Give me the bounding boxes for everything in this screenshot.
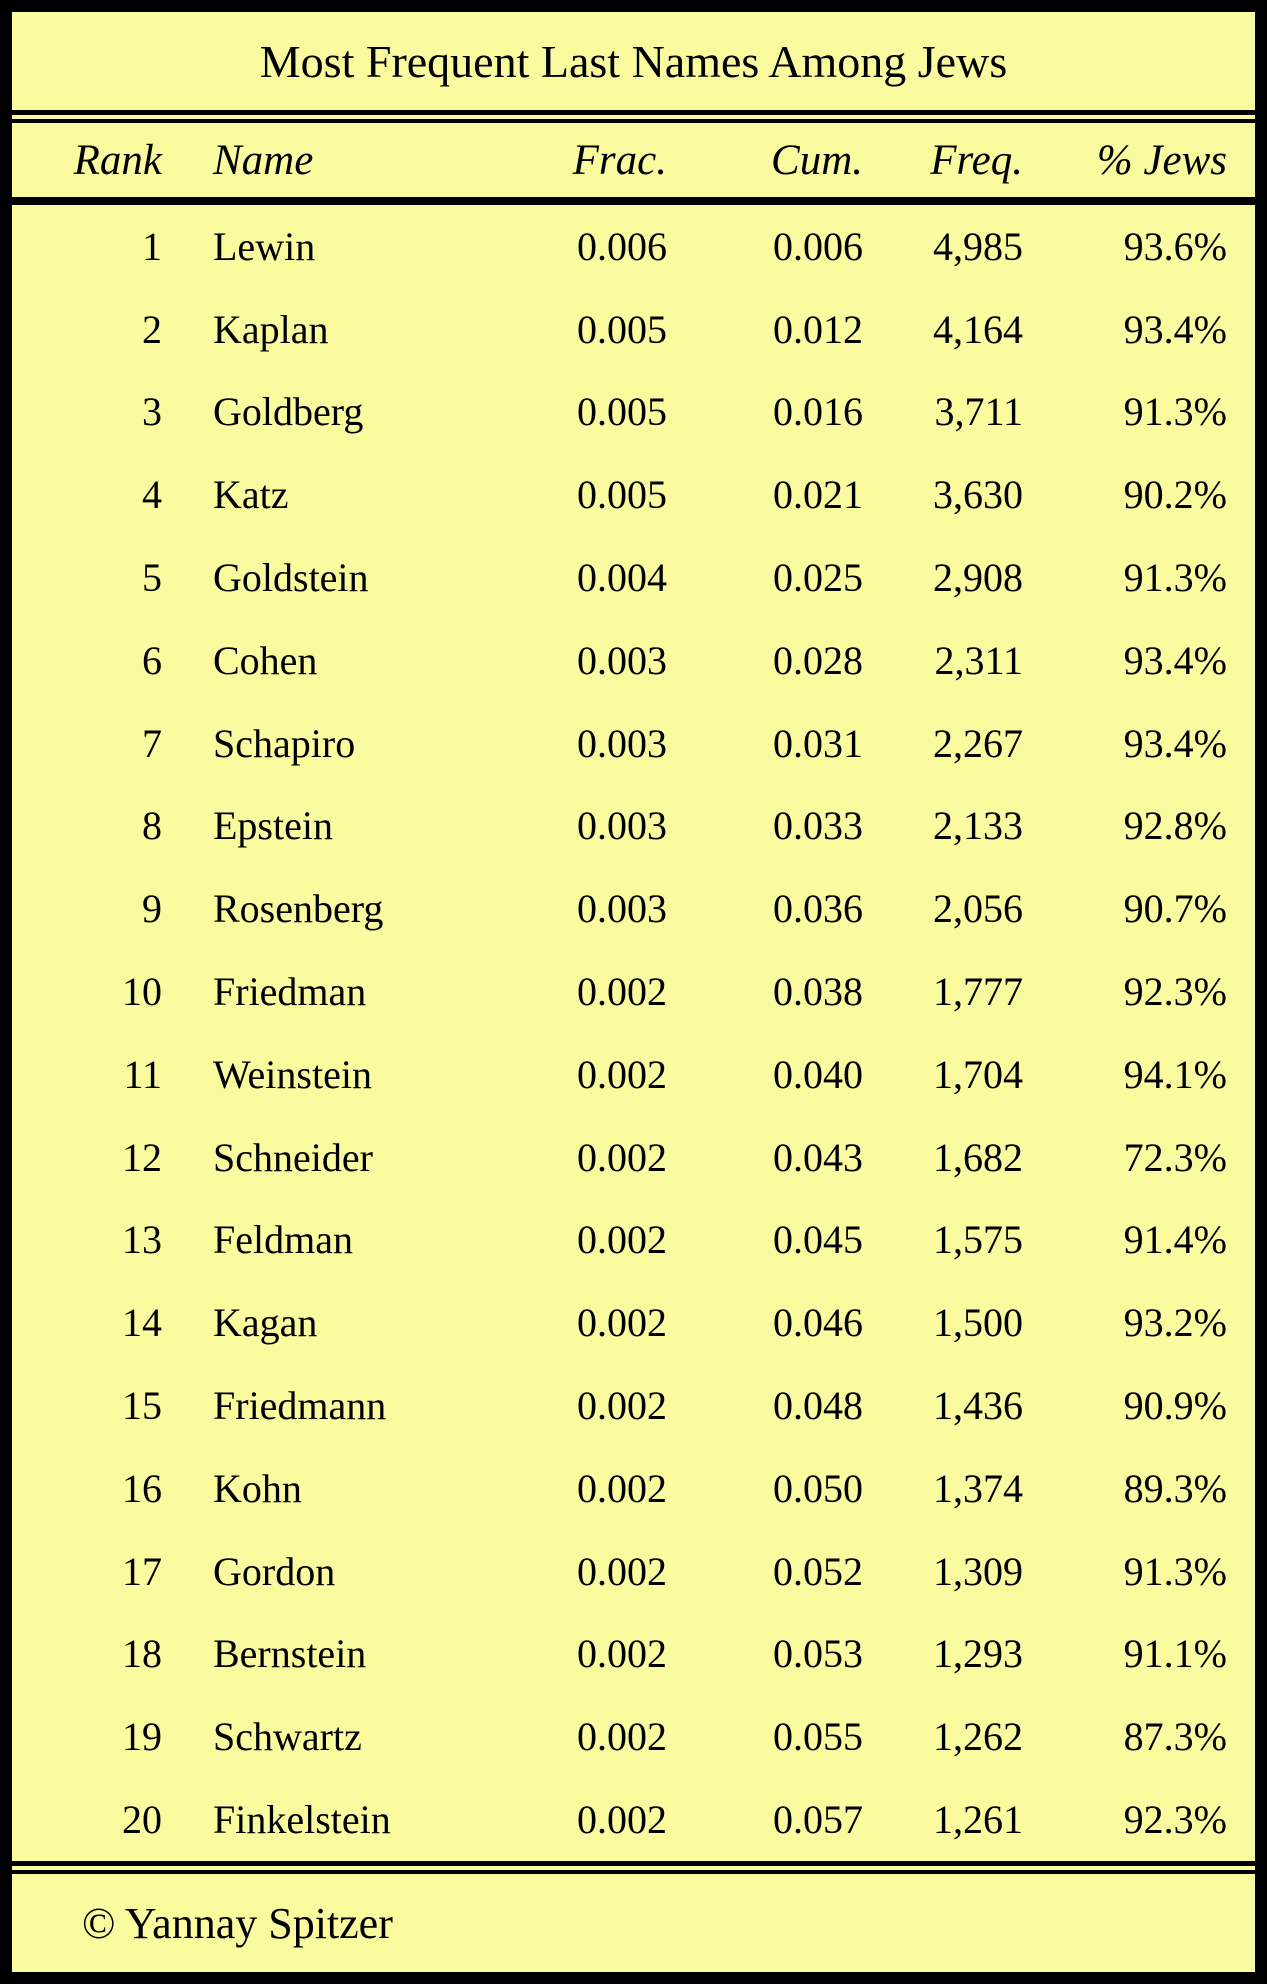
table-row xyxy=(12,950,1255,1033)
cell-rank: 7 xyxy=(142,720,162,766)
cell-name: Goldberg xyxy=(213,389,364,435)
cell-name: Kaplan xyxy=(213,306,329,352)
table-header-row xyxy=(12,123,1255,197)
cell-freq: 3,711 xyxy=(934,389,1023,435)
cell-rank: 18 xyxy=(122,1631,162,1677)
cell-cum: 0.057 xyxy=(773,1797,863,1843)
column-header-frac: Frac. xyxy=(572,136,667,184)
cell-rank: 11 xyxy=(123,1051,162,1097)
cell-freq: 4,164 xyxy=(933,306,1023,352)
table-row xyxy=(12,1364,1255,1447)
cell-rank: 5 xyxy=(142,555,162,601)
cell-pct-jews: 93.2% xyxy=(1123,1300,1227,1346)
cell-freq: 2,056 xyxy=(933,886,1023,932)
cell-pct-jews: 89.3% xyxy=(1123,1465,1227,1511)
cell-pct-jews: 93.6% xyxy=(1123,223,1227,269)
cell-pct-jews: 72.3% xyxy=(1123,1134,1227,1180)
cell-frac: 0.006 xyxy=(577,223,667,269)
cell-frac: 0.004 xyxy=(577,555,667,601)
cell-freq: 1,777 xyxy=(933,969,1023,1015)
cell-freq: 1,309 xyxy=(933,1548,1023,1594)
table-row xyxy=(12,205,1255,288)
cell-freq: 1,374 xyxy=(933,1465,1023,1511)
cell-rank: 13 xyxy=(122,1217,162,1263)
cell-freq: 2,908 xyxy=(933,555,1023,601)
cell-name: Lewin xyxy=(213,223,316,269)
cell-name: Schneider xyxy=(213,1134,373,1180)
cell-freq: 3,630 xyxy=(933,472,1023,518)
cell-frac: 0.002 xyxy=(577,1631,667,1677)
cell-cum: 0.006 xyxy=(773,223,863,269)
cell-pct-jews: 92.8% xyxy=(1123,803,1227,849)
cell-name: Feldman xyxy=(213,1217,353,1263)
table-row xyxy=(12,1281,1255,1364)
cell-name: Friedmann xyxy=(213,1383,387,1429)
cell-rank: 6 xyxy=(142,637,162,683)
column-header-rank: Rank xyxy=(73,136,162,184)
cell-pct-jews: 91.1% xyxy=(1123,1631,1227,1677)
cell-cum: 0.050 xyxy=(773,1465,863,1511)
cell-pct-jews: 91.4% xyxy=(1123,1217,1227,1263)
table-row xyxy=(12,1695,1255,1778)
cell-rank: 8 xyxy=(142,803,162,849)
cell-frac: 0.003 xyxy=(577,720,667,766)
cell-pct-jews: 87.3% xyxy=(1123,1714,1227,1760)
page-title: Most Frequent Last Names Among Jews xyxy=(259,35,1008,87)
cell-frac: 0.003 xyxy=(577,886,667,932)
cell-cum: 0.045 xyxy=(773,1217,863,1263)
cell-freq: 1,575 xyxy=(933,1217,1023,1263)
divider-bottom xyxy=(12,1861,1255,1874)
cell-name: Schwartz xyxy=(213,1714,362,1760)
cell-freq: 4,985 xyxy=(933,223,1023,269)
cell-rank: 14 xyxy=(122,1300,162,1346)
cell-name: Rosenberg xyxy=(213,886,384,932)
cell-freq: 1,704 xyxy=(933,1051,1023,1097)
cell-name: Schapiro xyxy=(213,720,356,766)
cell-frac: 0.002 xyxy=(577,1383,667,1429)
table-row xyxy=(12,1530,1255,1613)
cell-frac: 0.005 xyxy=(577,306,667,352)
table-row xyxy=(12,371,1255,454)
cell-pct-jews: 92.3% xyxy=(1123,1797,1227,1843)
cell-frac: 0.002 xyxy=(577,1548,667,1594)
cell-frac: 0.002 xyxy=(577,1300,667,1346)
cell-cum: 0.046 xyxy=(773,1300,863,1346)
cell-name: Katz xyxy=(213,472,289,518)
cell-pct-jews: 90.7% xyxy=(1123,886,1227,932)
cell-freq: 1,262 xyxy=(933,1714,1023,1760)
title-panel xyxy=(12,12,1255,110)
cell-cum: 0.040 xyxy=(773,1051,863,1097)
cell-name: Finkelstein xyxy=(213,1797,391,1843)
cell-name: Weinstein xyxy=(213,1051,372,1097)
cell-pct-jews: 91.3% xyxy=(1123,389,1227,435)
cell-cum: 0.028 xyxy=(773,637,863,683)
cell-rank: 1 xyxy=(142,223,162,269)
cell-cum: 0.012 xyxy=(773,306,863,352)
cell-cum: 0.052 xyxy=(773,1548,863,1594)
cell-pct-jews: 90.2% xyxy=(1123,472,1227,518)
table-row xyxy=(12,1199,1255,1282)
footer-panel xyxy=(12,1874,1255,1972)
cell-freq: 1,293 xyxy=(933,1631,1023,1677)
cell-frac: 0.002 xyxy=(577,1797,667,1843)
cell-freq: 2,133 xyxy=(933,803,1023,849)
cell-frac: 0.002 xyxy=(577,1465,667,1511)
cell-pct-jews: 93.4% xyxy=(1123,720,1227,766)
table-row xyxy=(12,288,1255,371)
cell-pct-jews: 91.3% xyxy=(1123,1548,1227,1594)
cell-cum: 0.033 xyxy=(773,803,863,849)
cell-cum: 0.036 xyxy=(773,886,863,932)
cell-freq: 1,261 xyxy=(933,1797,1023,1843)
column-header-pct-jews: % Jews xyxy=(1096,136,1227,184)
table-row xyxy=(12,1613,1255,1696)
cell-rank: 12 xyxy=(122,1134,162,1180)
cell-frac: 0.003 xyxy=(577,637,667,683)
cell-cum: 0.038 xyxy=(773,969,863,1015)
cell-rank: 20 xyxy=(122,1797,162,1843)
cell-rank: 9 xyxy=(142,886,162,932)
table-row xyxy=(12,453,1255,536)
cell-frac: 0.002 xyxy=(577,1134,667,1180)
cell-pct-jews: 91.3% xyxy=(1123,555,1227,601)
column-header-name: Name xyxy=(213,136,314,184)
cell-pct-jews: 93.4% xyxy=(1123,306,1227,352)
table-row xyxy=(12,536,1255,619)
table-row xyxy=(12,1116,1255,1199)
cell-cum: 0.021 xyxy=(773,472,863,518)
cell-name: Epstein xyxy=(213,803,333,849)
cell-frac: 0.005 xyxy=(577,389,667,435)
cell-rank: 16 xyxy=(122,1465,162,1511)
cell-freq: 1,682 xyxy=(933,1134,1023,1180)
column-header-freq: Freq. xyxy=(930,136,1023,184)
cell-rank: 2 xyxy=(142,306,162,352)
cell-name: Goldstein xyxy=(213,555,369,601)
cell-rank: 10 xyxy=(122,969,162,1015)
cell-cum: 0.048 xyxy=(773,1383,863,1429)
cell-cum: 0.016 xyxy=(773,389,863,435)
cell-pct-jews: 93.4% xyxy=(1123,637,1227,683)
cell-name: Kagan xyxy=(213,1300,318,1346)
table-row xyxy=(12,702,1255,785)
cell-freq: 1,436 xyxy=(933,1383,1023,1429)
table-row xyxy=(12,1447,1255,1530)
cell-frac: 0.002 xyxy=(577,969,667,1015)
cell-name: Kohn xyxy=(213,1465,302,1511)
cell-cum: 0.055 xyxy=(773,1714,863,1760)
cell-rank: 17 xyxy=(122,1548,162,1594)
cell-cum: 0.053 xyxy=(773,1631,863,1677)
cell-frac: 0.002 xyxy=(577,1714,667,1760)
cell-name: Cohen xyxy=(213,637,318,683)
cell-name: Friedman xyxy=(213,969,367,1015)
cell-cum: 0.043 xyxy=(773,1134,863,1180)
cell-freq: 2,267 xyxy=(933,720,1023,766)
cell-name: Bernstein xyxy=(213,1631,367,1677)
cell-pct-jews: 92.3% xyxy=(1123,969,1227,1015)
cell-pct-jews: 94.1% xyxy=(1123,1051,1227,1097)
cell-pct-jews: 90.9% xyxy=(1123,1383,1227,1429)
cell-cum: 0.031 xyxy=(773,720,863,766)
table-row xyxy=(12,867,1255,950)
table-row xyxy=(12,1033,1255,1116)
divider-top xyxy=(12,110,1255,123)
cell-name: Gordon xyxy=(213,1548,336,1594)
cell-frac: 0.002 xyxy=(577,1217,667,1263)
cell-frac: 0.003 xyxy=(577,803,667,849)
cell-frac: 0.002 xyxy=(577,1051,667,1097)
cell-rank: 4 xyxy=(142,472,162,518)
cell-freq: 2,311 xyxy=(934,637,1023,683)
column-header-cum: Cum. xyxy=(771,136,863,184)
table-body xyxy=(12,205,1255,1861)
copyright-text: © Yannay Spitzer xyxy=(82,1898,393,1948)
table-row xyxy=(12,619,1255,702)
cell-cum: 0.025 xyxy=(773,555,863,601)
table-row xyxy=(12,785,1255,868)
cell-rank: 3 xyxy=(142,389,162,435)
cell-frac: 0.005 xyxy=(577,472,667,518)
header-rule xyxy=(12,197,1255,205)
table-row xyxy=(12,1778,1255,1861)
cell-rank: 15 xyxy=(122,1383,162,1429)
cell-rank: 19 xyxy=(122,1714,162,1760)
cell-freq: 1,500 xyxy=(933,1300,1023,1346)
